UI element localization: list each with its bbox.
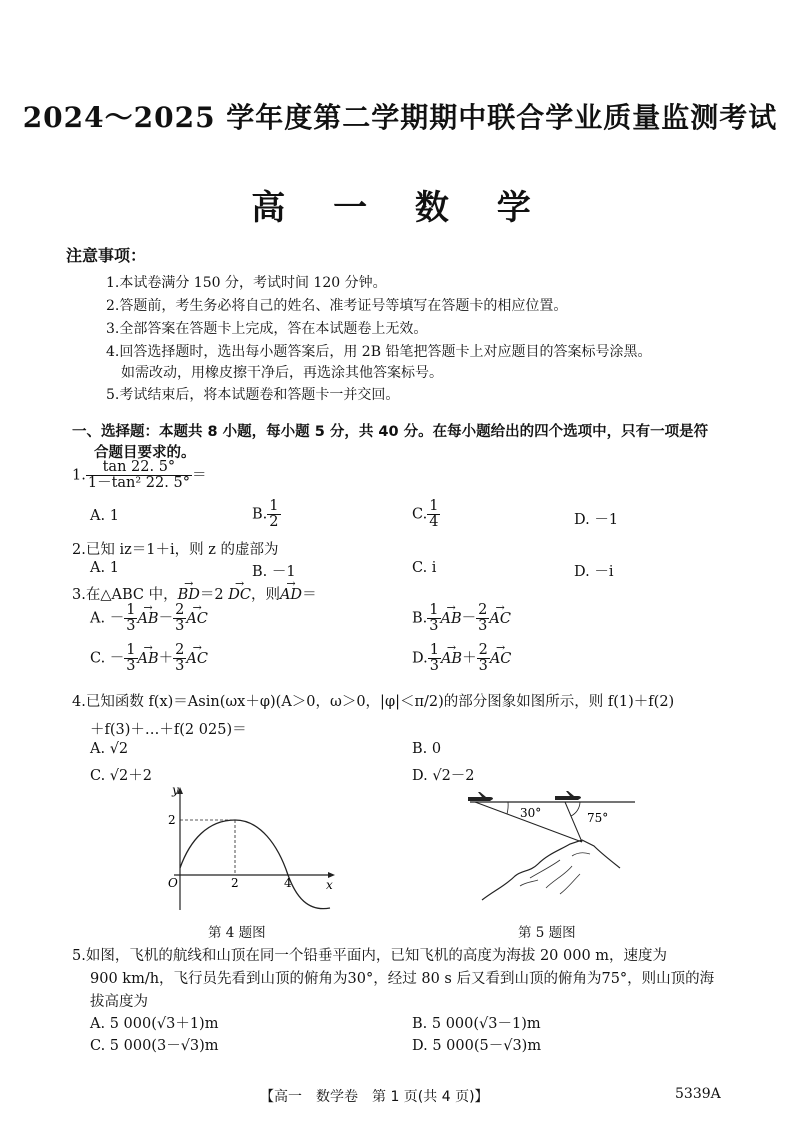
paper-code: 5339A xyxy=(675,1086,721,1102)
q3-vector-bd: → BD xyxy=(178,587,200,603)
q3-b-op: － xyxy=(461,610,477,627)
q4-option-d: D. √2－2 xyxy=(412,768,475,784)
notice-item-2: 2.答题前，考生务必将自己的姓名、准考证号等填写在答题卡的相应位置。 xyxy=(106,298,568,314)
section1-heading: 一、选择题：本题共 8 小题，每小题 5 分，共 40 分。在每小题给出的四个选项中，只有一项是符 xyxy=(72,424,709,440)
question-2: 2.已知 iz＝1＋i，则 z 的虚部为 xyxy=(72,542,279,558)
figure-4-sine-graph xyxy=(160,785,340,920)
q3-b-frac2 xyxy=(476,603,489,634)
notice-item-4: 4.回答选择题时，选出每小题答案后，用 2B 铅笔把答题卡上对应题目的答案标号涂黑。 xyxy=(106,344,652,360)
q3-c-frac1-num: 1 xyxy=(126,642,136,658)
q3-d-vector-ab: → AB xyxy=(441,651,462,667)
notice-item-1: 1.本试卷满分 150 分，考试时间 120 分钟。 xyxy=(106,275,387,291)
q4-option-b: B. 0 xyxy=(412,741,442,757)
fig5-plane2-icon xyxy=(555,791,581,800)
fig5-mountain-hatching xyxy=(520,853,590,894)
fig5-sight-line2 xyxy=(565,802,582,842)
q3-a-vector-ab: → AB xyxy=(137,611,158,627)
q3-b-vector-ac: → AC xyxy=(489,611,511,627)
fig5-angle2: 75° xyxy=(587,811,609,825)
q3-text-mid: ＝2 xyxy=(199,587,229,603)
q3-d-frac2-den: 3 xyxy=(478,658,488,675)
question-5-line2: 900 km/h，飞行员先看到山顶的俯角为30°，经过 80 s 后又看到山顶的俯角为75°，则山顶的海 xyxy=(90,971,715,987)
q4-option-a: A. √2 xyxy=(90,741,129,757)
q3-c-frac2-den: 3 xyxy=(175,658,185,675)
q3-c-frac1 xyxy=(124,643,137,674)
q1-option-b xyxy=(252,499,281,530)
q2-option-b: B. －1 xyxy=(252,564,296,580)
q3-a-label: A. － xyxy=(90,610,125,627)
q3-d-frac1-num: 1 xyxy=(429,642,439,658)
exam-title: 2024～2025 学年度第二学期期中联合学业质量监测考试 xyxy=(22,101,778,134)
q3-d-frac1-den: 3 xyxy=(429,658,439,675)
q3-c-frac2 xyxy=(173,643,186,674)
q2-option-d: D. －i xyxy=(574,564,614,580)
question-4-cont: ＋f(3)＋…＋f(2 025)＝ xyxy=(90,722,247,738)
q1-c-fraction xyxy=(427,499,440,530)
q3-b-frac1-num: 1 xyxy=(429,602,439,618)
q3-d-frac2-num: 2 xyxy=(478,642,488,658)
question-4: 4.已知函数 f(x)＝Asin(ωx＋φ)(A＞0，ω＞0，|φ|＜π/2)的部分图象如图所示，则 f(1)＋f(2) xyxy=(72,694,675,710)
q3-a-frac2 xyxy=(173,603,186,634)
q3-c-op: ＋ xyxy=(158,650,174,667)
fig4-curve xyxy=(180,820,330,909)
fig5-arc1 xyxy=(507,802,508,814)
q1-b-fraction xyxy=(267,499,280,530)
q1-equals: ＝ xyxy=(191,467,207,484)
q3-b-label: B. xyxy=(412,610,428,627)
page-footer: 【高一 数学卷 第 1 页(共 4 页)】 xyxy=(260,1089,489,1105)
q3-b-frac2-den: 3 xyxy=(478,618,488,635)
q1-option-d: D. －1 xyxy=(574,512,619,528)
q2-option-c: C. i xyxy=(412,560,437,576)
q3-b-frac2-num: 2 xyxy=(478,602,488,618)
q1-c-num: 1 xyxy=(429,498,439,514)
q1-option-c xyxy=(412,499,440,530)
fig4-tick-x2: 4 xyxy=(284,876,292,890)
q1-b-label: B. xyxy=(252,506,268,523)
q1-denominator: 1－tan² 22. 5° xyxy=(87,475,190,492)
q3-vector-ad: → AD xyxy=(280,587,302,603)
q1-c-label: C. xyxy=(412,506,428,523)
fig4-tick-y: 2 xyxy=(168,813,176,827)
fig4-caption: 第 4 题图 xyxy=(208,925,266,941)
notice-item-3: 3.全部答案在答题卡上完成，答在本试题卷上无效。 xyxy=(106,321,428,337)
q3-option-b xyxy=(412,603,511,634)
q4-option-c: C. √2＋2 xyxy=(90,768,152,784)
fig5-mountain-outline xyxy=(482,840,620,900)
q3-d-vector-ac: → AC xyxy=(490,651,512,667)
q3-b-frac1-den: 3 xyxy=(429,618,439,635)
q3-option-a xyxy=(90,603,208,634)
question-5: 5.如图，飞机的航线和山顶在同一个铅垂平面内，已知飞机的高度为海拔 20 000 m，速度为 xyxy=(72,948,668,964)
q5-option-d: D. 5 000(5－√3)m xyxy=(412,1038,542,1054)
question-1 xyxy=(72,460,206,491)
fig4-x-label: x xyxy=(326,878,333,892)
notice-item-5: 5.考试结束后，将本试题卷和答题卡一并交回。 xyxy=(106,387,400,403)
q3-d-frac1 xyxy=(428,643,441,674)
q3-d-frac2 xyxy=(477,643,490,674)
q5-option-b: B. 5 000(√3－1)m xyxy=(412,1016,541,1032)
q3-b-frac1 xyxy=(427,603,440,634)
q1-b-num: 1 xyxy=(269,498,279,514)
q3-vector-dc: → DC xyxy=(228,587,251,603)
q3-c-frac1-den: 3 xyxy=(126,658,136,675)
section1-heading-cont: 合题目要求的。 xyxy=(94,445,196,461)
q3-d-op: ＋ xyxy=(462,650,477,667)
q3-c-frac2-num: 2 xyxy=(175,642,185,658)
q3-a-frac2-num: 2 xyxy=(175,602,185,618)
notice-item-4-cont: 如需改动，用橡皮擦干净后，再选涂其他答案标号。 xyxy=(121,365,443,381)
fig4-y-label: y xyxy=(172,785,179,797)
q3-option-c xyxy=(90,643,208,674)
fig5-plane1-icon xyxy=(468,792,493,801)
fig5-angle1: 30° xyxy=(520,806,542,820)
q3-a-op: － xyxy=(158,610,174,627)
q3-c-vector-ab: → AB xyxy=(138,651,159,667)
q3-equals: ＝ xyxy=(302,587,317,603)
q2-option-a: A. 1 xyxy=(90,560,119,576)
q1-c-den: 4 xyxy=(429,514,439,531)
q3-a-frac2-den: 3 xyxy=(175,618,185,635)
q3-c-vector-ac: → AC xyxy=(186,651,208,667)
q3-text-tail: ，则 xyxy=(250,587,280,603)
q1-numerator: tan 22. 5° xyxy=(86,460,192,476)
figure-5-plane-mountain xyxy=(460,782,640,920)
q1-b-den: 2 xyxy=(269,514,279,531)
q3-d-label: D. xyxy=(412,650,428,667)
q3-a-vector-ac: → AC xyxy=(186,611,208,627)
q5-option-c: C. 5 000(3－√3)m xyxy=(90,1038,219,1054)
q5-option-a: A. 5 000(√3＋1)m xyxy=(90,1016,219,1032)
fig5-caption: 第 5 题图 xyxy=(518,925,576,941)
q1-number: 1. xyxy=(72,467,86,484)
q3-c-label: C. － xyxy=(90,650,125,667)
q3-a-frac1-den: 3 xyxy=(126,618,136,635)
fig5-arc2 xyxy=(571,802,580,816)
fig4-tick-x1: 2 xyxy=(231,876,239,890)
q1-fraction xyxy=(86,460,192,491)
notice-heading: 注意事项： xyxy=(66,246,147,265)
q3-option-d xyxy=(412,643,511,674)
q3-a-frac1 xyxy=(124,603,137,634)
question-5-line3: 拔高度为 xyxy=(90,994,148,1010)
q1-option-a: A. 1 xyxy=(90,508,119,524)
q3-text: 3.在△ABC 中， xyxy=(72,587,178,603)
subject-title: 高 一 数 学 xyxy=(251,188,549,228)
q3-a-frac1-num: 1 xyxy=(126,602,136,618)
q3-b-vector-ab: → AB xyxy=(441,611,462,627)
fig4-origin: O xyxy=(168,876,178,890)
